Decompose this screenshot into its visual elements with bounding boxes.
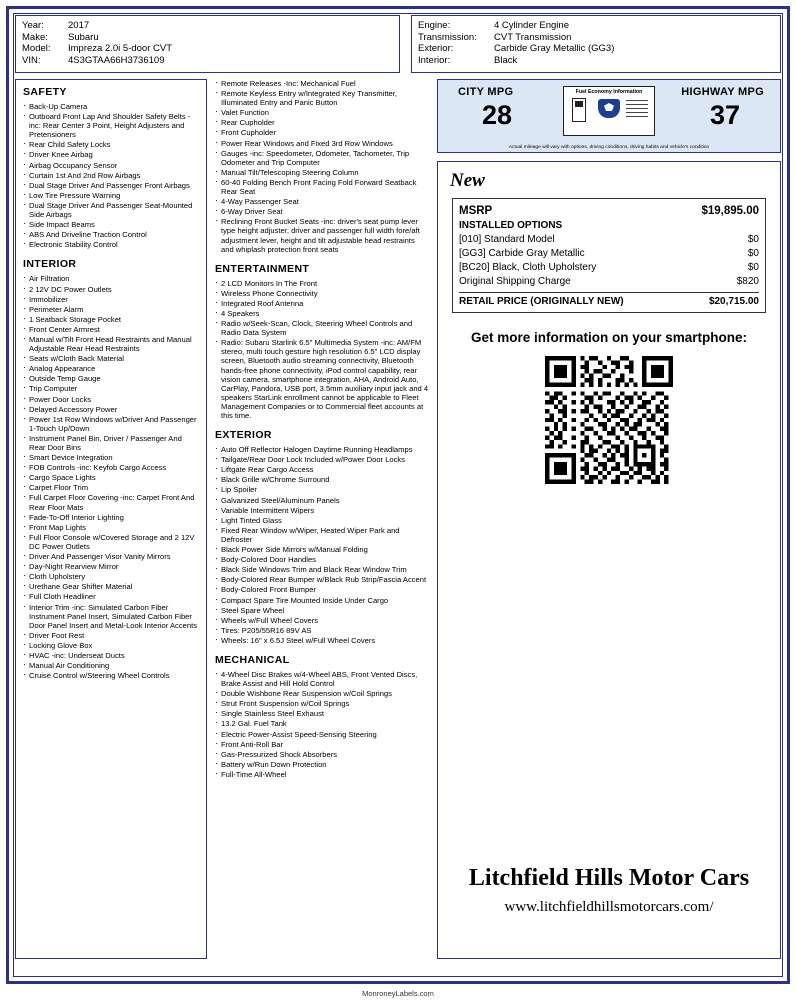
list-item: · Body-Colored Rear Bumper w/Black Rub Strip/Fascia Accent xyxy=(215,575,429,584)
list-item: · 6-Way Driver Seat xyxy=(215,207,429,216)
powertrain-row xyxy=(418,20,774,32)
option-label: [GG3] Carbide Gray Metallic xyxy=(459,248,585,259)
dealer-url[interactable]: www.litchfieldhillsmotorcars.com/ xyxy=(504,899,714,915)
retail-price-value: $20,715.00 xyxy=(708,296,759,307)
list-item: · Smart Device Integration xyxy=(23,453,199,462)
list-item: · Valet Function xyxy=(215,108,429,117)
list-item: · Immobilizer xyxy=(23,295,199,304)
list-item: · Wheels: 16" x 6.5J Steel w/Full Wheel Covers xyxy=(215,636,429,645)
list-item: · Analog Appearance xyxy=(23,364,199,373)
list-item: · Remote Keyless Entry w/Integrated Key Transmitter, Illuminated Entry and Panic Button xyxy=(215,89,429,107)
vehicle-value: Subaru xyxy=(68,31,99,43)
list-item: · Cargo Space Lights xyxy=(23,473,199,482)
option-amount: $0 xyxy=(747,262,759,273)
list-item: · Cloth Upholstery xyxy=(23,572,199,581)
list-item: · Black Side Windows Trim and Black Rear Window Trim xyxy=(215,565,429,574)
installed-options-header xyxy=(459,219,759,233)
powertrain-key: Interior: xyxy=(418,54,451,66)
list-item: · Low Tire Pressure Warning xyxy=(23,191,199,200)
list-item: · Driver Knee Airbag xyxy=(23,150,199,159)
list-item: · Back-Up Camera xyxy=(23,102,199,111)
mechanical-feature-list xyxy=(215,670,429,779)
vehicle-key: Year: xyxy=(22,20,44,31)
fuel-economy-badge-art xyxy=(564,95,654,127)
list-item: · Wireless Phone Connectivity xyxy=(215,289,429,298)
option-row xyxy=(459,233,759,247)
list-item: · Outside Temp Gauge xyxy=(23,374,199,383)
option-amount: $0 xyxy=(747,234,759,245)
features-column-left xyxy=(15,79,207,959)
list-item: · Black Grille w/Chrome Surround xyxy=(215,475,429,484)
interior-feature-list xyxy=(23,274,199,680)
new-label: New xyxy=(450,170,485,191)
list-item: · Manual w/Tilt Front Head Restraints and Manual Adjustable Rear Head Restraints xyxy=(23,335,199,353)
list-item: · Fade-To-Off Interior Lighting xyxy=(23,513,199,522)
list-item: · Steel Spare Wheel xyxy=(215,606,429,615)
list-item: · 2 LCD Monitors In The Front xyxy=(215,279,429,288)
section-title-safety: SAFETY xyxy=(23,86,67,98)
price-table xyxy=(452,198,766,313)
vehicle-value: 4S3GTAA66H3736109 xyxy=(68,54,165,66)
list-item: · Strut Front Suspension w/Coil Springs xyxy=(215,699,429,708)
fuel-economy-badge-title: Fuel Economy Information xyxy=(575,89,643,95)
vehicle-row xyxy=(22,20,393,32)
list-item: · 1 Seatback Storage Pocket xyxy=(23,315,199,324)
list-item: · Electric Power-Assist Speed-Sensing Steering xyxy=(215,730,429,739)
fuel-economy-box xyxy=(437,79,781,153)
powertrain-value: CVT Transmission xyxy=(494,31,572,43)
vehicle-value: Impreza 2.0i 5-door CVT xyxy=(68,43,173,55)
list-item: · Interior Trim -inc: Simulated Carbon Fiber Instrument Panel Insert, Simulated Carbon Fiber Door Panel Insert and Metal-Look Interior Accents xyxy=(23,603,199,630)
list-item: · 4-Wheel Disc Brakes w/4-Wheel ABS, Front Vented Discs, Brake Assist and Hill Hold Control xyxy=(215,670,429,688)
option-label: [010] Standard Model xyxy=(459,234,555,245)
list-item: · Reclining Front Bucket Seats -inc: driver's seat pump lever type height adjuster, driver and passenger full width fore/aft adjustment lever, height and tilt adjustable head restraints and whiplash protection front seats xyxy=(215,217,429,253)
list-item: · Power 1st Row Windows w/Driver And Passenger 1-Touch Up/Down xyxy=(23,415,199,433)
list-item: · Battery w/Run Down Protection xyxy=(215,760,429,769)
right-column xyxy=(437,79,781,959)
list-item: · HVAC -inc: Underseat Ducts xyxy=(23,651,199,660)
powertrain-value: Carbide Gray Metallic (GG3) xyxy=(494,43,615,55)
powertrain-row xyxy=(418,43,774,55)
vehicle-key: VIN: xyxy=(22,54,41,66)
list-item: · Variable Intermittent Wipers xyxy=(215,506,429,515)
list-item: · 13.2 Gal. Fuel Tank xyxy=(215,719,429,728)
powertrain-key: Engine: xyxy=(418,20,451,31)
list-item: · Lip Spoiler xyxy=(215,485,429,494)
powertrain-value: 4 Cylinder Engine xyxy=(494,20,569,31)
list-item: · Black Power Side Mirrors w/Manual Folding xyxy=(215,545,429,554)
interior-continued-list xyxy=(215,79,429,254)
option-row xyxy=(459,261,759,275)
city-mpg-value: 28 xyxy=(482,100,513,130)
list-item: · Full-Time All-Wheel xyxy=(215,770,429,779)
fuel-economy-badge-icon xyxy=(563,86,655,136)
list-item: · Single Stainless Steel Exhaust xyxy=(215,709,429,718)
list-item: · Integrated Roof Antenna xyxy=(215,299,429,308)
list-item: · Remote Releases -Inc: Mechanical Fuel xyxy=(215,79,429,88)
option-label: [BC20] Black, Cloth Upholstery xyxy=(459,262,597,273)
list-item: · Light Tinted Glass xyxy=(215,516,429,525)
list-item: · Driver Foot Rest xyxy=(23,631,199,640)
list-item: · Double Wishbone Rear Suspension w/Coil Springs xyxy=(215,689,429,698)
list-item: · ABS And Driveline Traction Control xyxy=(23,230,199,239)
list-item: · Delayed Accessory Power xyxy=(23,405,199,414)
list-item: · Front Anti-Roll Bar xyxy=(215,740,429,749)
option-label: Original Shipping Charge xyxy=(459,276,571,287)
list-item: · Air Filtration xyxy=(23,274,199,283)
vehicle-value: 2017 xyxy=(68,20,90,31)
section-title-exterior: EXTERIOR xyxy=(215,429,272,442)
section-title-mechanical: MECHANICAL xyxy=(215,653,290,666)
list-item: · Full Carpet Floor Covering -inc: Carpet Front And Rear Floor Mats xyxy=(23,493,199,511)
vehicle-key: Make: xyxy=(22,31,48,43)
powertrain-info-box xyxy=(411,15,781,73)
footer-attribution: MonroneyLabels.com xyxy=(362,989,434,998)
list-item: · Front Center Armrest xyxy=(23,325,199,334)
section-title-interior: INTERIOR xyxy=(23,258,77,271)
powertrain-value: Black xyxy=(494,54,518,66)
list-item: · Carpet Floor Trim xyxy=(23,483,199,492)
list-item: · Fixed Rear Window w/Wiper, Heated Wiper Park and Defroster xyxy=(215,526,429,544)
list-item: · Galvanized Steel/Aluminum Panels xyxy=(215,496,429,505)
list-item: · 4 Speakers xyxy=(215,309,429,318)
vehicle-row xyxy=(22,55,393,67)
list-item: · Power Rear Windows and Fixed 3rd Row Windows xyxy=(215,139,429,148)
list-item: · Gas-Pressurized Shock Absorbers xyxy=(215,750,429,759)
qr-title: Get more information on your smartphone: xyxy=(470,330,748,345)
option-row xyxy=(459,275,759,289)
qr-code-icon[interactable] xyxy=(545,356,673,484)
vehicle-info-box xyxy=(15,15,400,73)
list-item: · Outboard Front Lap And Shoulder Safety Belts -inc: Rear Center 3 Point, Height Adjusters and Pretensioners xyxy=(23,112,199,139)
list-item: · Manual Tilt/Telescoping Steering Column xyxy=(215,168,429,177)
list-item: · 4-Way Passenger Seat xyxy=(215,197,429,206)
option-row xyxy=(459,247,759,261)
msrp-row xyxy=(459,203,759,219)
safety-feature-list xyxy=(23,102,199,249)
list-item: · Front Cupholder xyxy=(215,128,429,137)
list-item: · Seats w/Cloth Back Material xyxy=(23,354,199,363)
fuel-pump-icon xyxy=(572,98,586,122)
msrp-value: $19,895.00 xyxy=(701,205,759,217)
list-item: · 2 12V DC Power Outlets xyxy=(23,285,199,294)
list-item: · Power Door Locks xyxy=(23,395,199,404)
list-item: · Dual Stage Driver And Passenger Front Airbags xyxy=(23,181,199,190)
list-item: · Full Floor Console w/Covered Storage and 2 12V DC Power Outlets xyxy=(23,533,199,551)
vehicle-key: Model: xyxy=(22,43,51,55)
list-item: · Urethane Gear Shifter Material xyxy=(23,582,199,591)
list-item: · Rear Cupholder xyxy=(215,118,429,127)
list-item: · Body-Colored Front Bumper xyxy=(215,585,429,594)
powertrain-row xyxy=(418,32,774,44)
government-shield-icon xyxy=(598,99,620,118)
list-item: · Tailgate/Rear Door Lock Included w/Power Door Locks xyxy=(215,455,429,464)
list-item: · Electronic Stability Control xyxy=(23,240,199,249)
retail-price-label: RETAIL PRICE (ORIGINALLY NEW) xyxy=(459,296,624,307)
retail-price-row xyxy=(459,295,759,309)
list-item: · Driver And Passenger Visor Vanity Mirrors xyxy=(23,552,199,561)
dealer-name: Litchfield Hills Motor Cars xyxy=(468,865,750,891)
list-item: · Curtain 1st And 2nd Row Airbags xyxy=(23,171,199,180)
city-mpg-label: CITY MPG xyxy=(458,86,514,98)
list-item: · Side Impact Beams xyxy=(23,220,199,229)
installed-options-label: INSTALLED OPTIONS xyxy=(459,220,563,231)
list-item: · Manual Air Conditioning xyxy=(23,661,199,670)
features-column-middle xyxy=(211,79,433,959)
list-item: · Perimeter Alarm xyxy=(23,305,199,314)
list-item: · Rear Child Safety Locks xyxy=(23,140,199,149)
list-item: · Front Map Lights xyxy=(23,523,199,532)
list-item: · Liftgate Rear Cargo Access xyxy=(215,465,429,474)
header-row xyxy=(15,15,781,73)
list-item: · Wheels w/Full Wheel Covers xyxy=(215,616,429,625)
highway-mpg-label: HIGHWAY MPG xyxy=(681,86,764,98)
list-item: · Tires: P205/55R16 89V AS xyxy=(215,626,429,635)
list-item: · Radio: Subaru Starlink 6.5" Multimedia System -inc: AM/FM stereo, multi touch gesture high resolution 6.5" LCD display screen, Bluetooth audio streaming connectivity, Bluetooth hands-free phone connectivity, iPod control capability, rear vision camera, smartphone integration, AHA, Android Auto, CarPlay, Pandora, USB port, 3.5mm auxiliary input jack and 4 speakers StarLink enrollment cannot be applicable to Fleet Management Companies or to Commercial fleet accounts at this time. xyxy=(215,338,429,420)
pricing-panel xyxy=(437,161,781,959)
msrp-label: MSRP xyxy=(459,205,493,217)
option-amount: $0 xyxy=(747,248,759,259)
vehicle-row xyxy=(22,32,393,44)
powertrain-key: Exterior: xyxy=(418,43,454,55)
text-lines-icon xyxy=(626,100,648,120)
fuel-disclaimer: Actual mileage will vary with options, driving conditions, driving habits and vehicle's condition xyxy=(508,145,710,150)
powertrain-row xyxy=(418,55,774,67)
list-item: · Compact Spare Tire Mounted Inside Under Cargo xyxy=(215,596,429,605)
price-divider xyxy=(459,292,759,293)
option-amount: $820 xyxy=(736,276,759,287)
list-item: · Trip Computer xyxy=(23,384,199,393)
list-item: · 60-40 Folding Bench Front Facing Fold Forward Seatback Rear Seat xyxy=(215,178,429,196)
list-item: · Gauges -inc: Speedometer, Odometer, Tachometer, Trip Odometer and Trip Computer xyxy=(215,149,429,167)
list-item: · Dual Stage Driver And Passenger Seat-Mounted Side Airbags xyxy=(23,201,199,219)
list-item: · Cruise Control w/Steering Wheel Controls xyxy=(23,671,199,680)
list-item: · Instrument Panel Bin, Driver / Passenger And Rear Door Bins xyxy=(23,434,199,452)
list-item: · FOB Controls -inc: Keyfob Cargo Access xyxy=(23,463,199,472)
vehicle-row xyxy=(22,43,393,55)
powertrain-key: Transmission: xyxy=(418,31,477,43)
section-title-entertainment: ENTERTAINMENT xyxy=(215,262,310,275)
exterior-feature-list xyxy=(215,445,429,645)
list-item: · Auto Off Reflector Halogen Daytime Running Headlamps xyxy=(215,445,429,454)
list-item: · Day-Night Rearview Mirror xyxy=(23,562,199,571)
list-item: · Locking Glove Box xyxy=(23,641,199,650)
entertainment-feature-list xyxy=(215,279,429,420)
highway-mpg-value: 37 xyxy=(709,100,740,130)
list-item: · Full Cloth Headliner xyxy=(23,592,199,601)
dealer-info xyxy=(438,865,780,916)
list-item: · Radio w/Seek-Scan, Clock, Steering Wheel Controls and Radio Data System xyxy=(215,319,429,337)
list-item: · Airbag Occupancy Sensor xyxy=(23,161,199,170)
list-item: · Body-Colored Door Handles xyxy=(215,555,429,564)
window-sticker xyxy=(6,6,790,984)
